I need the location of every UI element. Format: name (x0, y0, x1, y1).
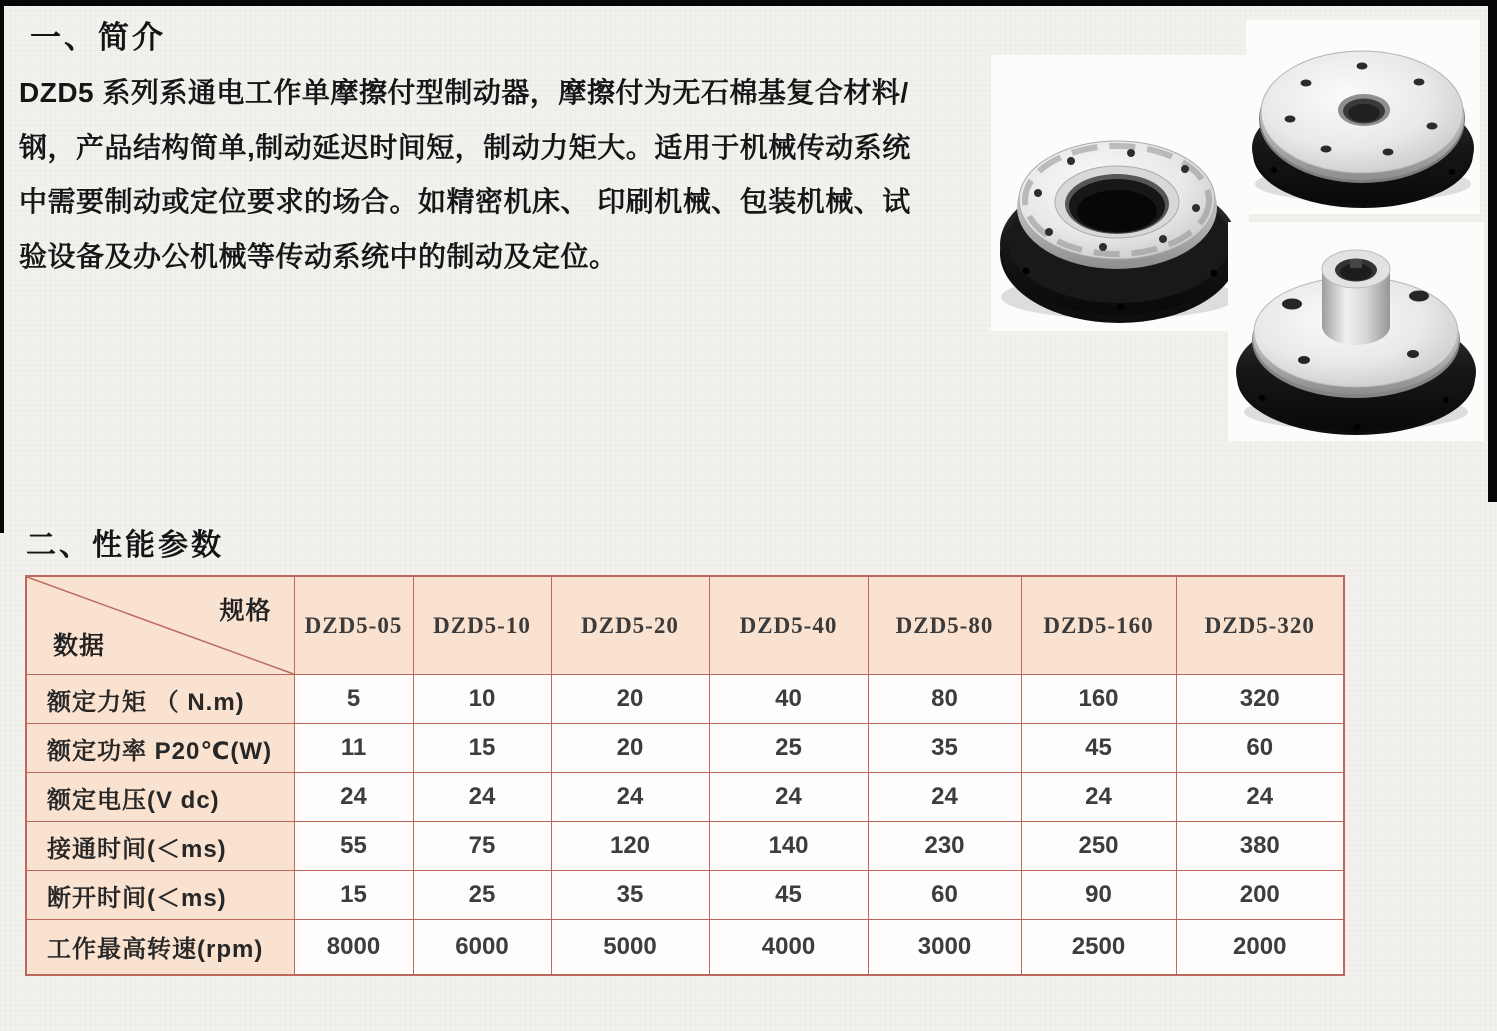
table-cell: 380 (1176, 822, 1344, 871)
table-cell: 120 (551, 822, 709, 871)
table-cell: 75 (413, 822, 551, 871)
table-cell: 200 (1176, 871, 1344, 920)
table-cell: 24 (294, 773, 413, 822)
intro-paragraph (19, 66, 1004, 284)
table-cell: 25 (709, 724, 868, 773)
intro-line-1: DZD5 系列系通电工作单摩擦付型制动器，摩擦付为无石棉基复合材料/ (19, 77, 909, 108)
table-corner-cell (26, 576, 294, 675)
table-cell: 2000 (1176, 920, 1344, 975)
table-cell: 5000 (551, 920, 709, 975)
row-engage-time (26, 822, 1344, 871)
column-header-dzd5-80: DZD5-80 (868, 576, 1021, 675)
scan-edge-right (1488, 6, 1497, 502)
table-cell: 35 (868, 724, 1021, 773)
table-cell: 80 (868, 675, 1021, 724)
row-rated-voltage (26, 773, 1344, 822)
table-cell: 24 (551, 773, 709, 822)
table-cell: 35 (551, 871, 709, 920)
row-label-rated-voltage: 额定电压(V dc) (26, 773, 294, 822)
product-photo-brake-angled (991, 55, 1249, 331)
table-cell: 11 (294, 724, 413, 773)
section-1-heading: 一、简介 (30, 20, 166, 55)
row-rated-torque (26, 675, 1344, 724)
scan-edge-left (0, 6, 4, 533)
table-cell: 40 (709, 675, 868, 724)
row-max-speed (26, 920, 1344, 975)
table-cell: 4000 (709, 920, 868, 975)
table-header-row (26, 576, 1344, 675)
table-cell: 24 (709, 773, 868, 822)
brake-angled-illustration (994, 57, 1246, 329)
table-cell: 320 (1176, 675, 1344, 724)
table-cell: 230 (868, 822, 1021, 871)
row-release-time (26, 871, 1344, 920)
scan-edge-top (0, 0, 1497, 6)
row-label-rated-power: 额定功率 P20℃(W) (26, 724, 294, 773)
table-cell: 15 (413, 724, 551, 773)
intro-line-2: 钢，产品结构简单,制动延迟时间短，制动力矩大。适用于机械传动系统 (19, 131, 911, 163)
table-cell: 5 (294, 675, 413, 724)
intro-line-3: 中需要制动或定位要求的场合。如精密机床、 印刷机械、包装机械、试 (19, 186, 911, 217)
table-cell: 6000 (413, 920, 551, 975)
table-cell: 24 (868, 773, 1021, 822)
row-label-rated-torque: 额定力矩 （ N.m) (26, 675, 294, 724)
table-cell: 2500 (1021, 920, 1176, 975)
corner-label-spec: 规格 (219, 597, 272, 625)
table-cell: 90 (1021, 871, 1176, 920)
column-header-dzd5-20: DZD5-20 (551, 576, 709, 675)
table-cell: 60 (1176, 724, 1344, 773)
section-2-heading: 二、性能参数 (26, 529, 224, 562)
table-cell: 24 (1176, 773, 1344, 822)
row-label-engage-time: 接通时间(＜ms) (26, 822, 294, 871)
table-cell: 3000 (868, 920, 1021, 975)
table-cell: 60 (868, 871, 1021, 920)
row-label-max-speed: 工作最高转速(rpm) (26, 920, 294, 975)
performance-table (25, 575, 1345, 976)
table-cell: 10 (413, 675, 551, 724)
product-photo-brake-plate (1246, 20, 1480, 214)
table-cell: 20 (551, 724, 709, 773)
column-header-dzd5-320: DZD5-320 (1176, 576, 1344, 675)
table-cell: 140 (709, 822, 868, 871)
brake-hub-illustration (1230, 224, 1482, 440)
table-cell: 15 (294, 871, 413, 920)
table-cell: 25 (413, 871, 551, 920)
table-cell: 8000 (294, 920, 413, 975)
brake-plate-illustration (1248, 22, 1478, 212)
corner-label-data: 数据 (53, 632, 106, 660)
table-cell: 45 (709, 871, 868, 920)
table-cell: 24 (413, 773, 551, 822)
row-label-release-time: 断开时间(＜ms) (26, 871, 294, 920)
product-photo-brake-hub (1228, 222, 1484, 441)
table-cell: 250 (1021, 822, 1176, 871)
table-cell: 45 (1021, 724, 1176, 773)
table-cell: 160 (1021, 675, 1176, 724)
table-cell: 24 (1021, 773, 1176, 822)
intro-line-4: 验设备及办公机械等传动系统中的制动及定位。 (19, 240, 618, 272)
column-header-dzd5-10: DZD5-10 (413, 576, 551, 675)
column-header-dzd5-05: DZD5-05 (294, 576, 413, 675)
table-cell: 55 (294, 822, 413, 871)
table-cell: 20 (551, 675, 709, 724)
column-header-dzd5-40: DZD5-40 (709, 576, 868, 675)
column-header-dzd5-160: DZD5-160 (1021, 576, 1176, 675)
row-rated-power (26, 724, 1344, 773)
